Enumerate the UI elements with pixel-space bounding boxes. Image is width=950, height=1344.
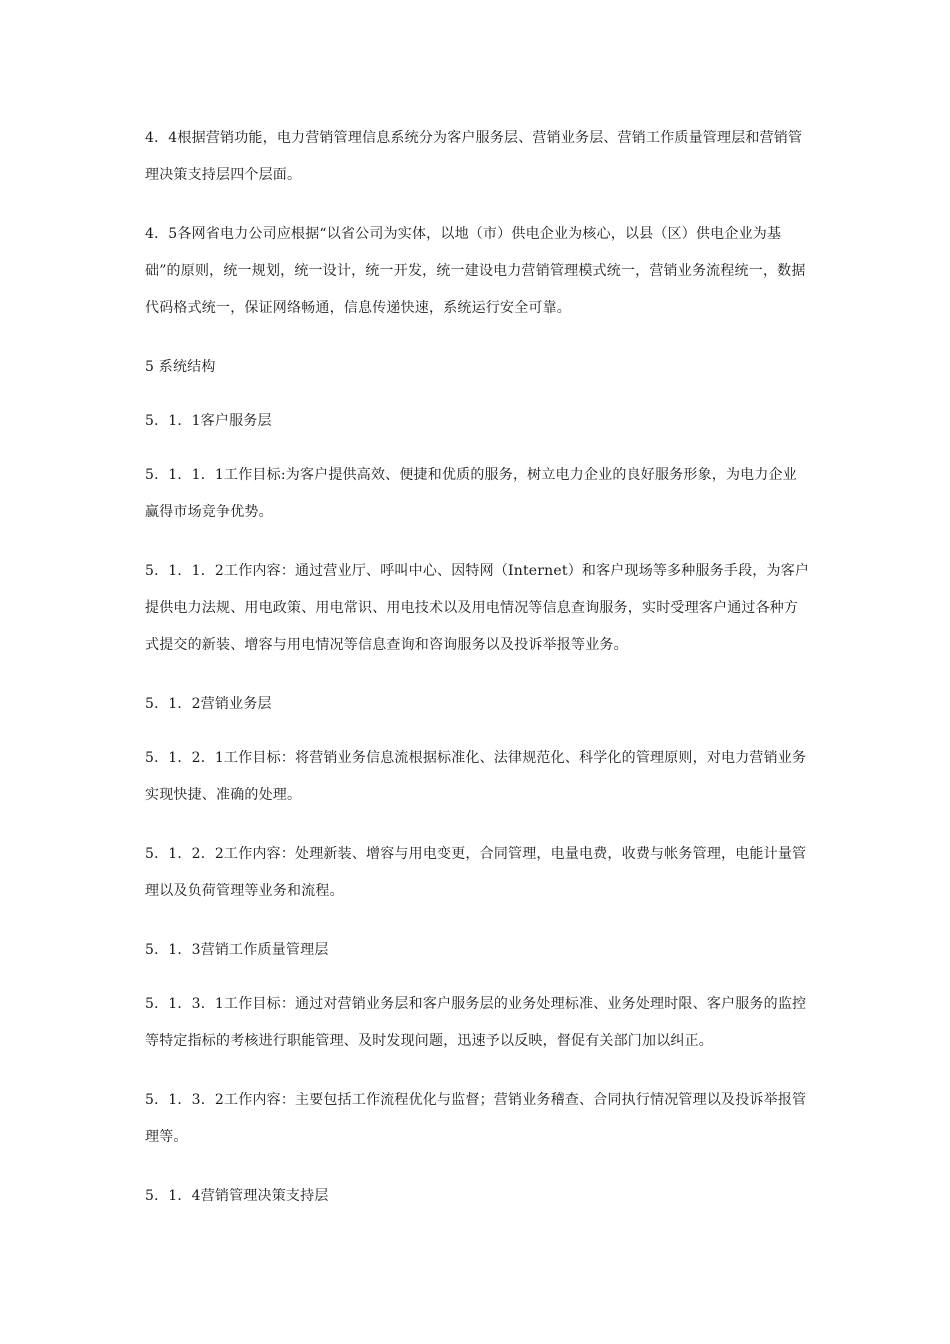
paragraph-5-1-2-1: 5．1．2．1工作目标：将营销业务信息流根据标准化、法律规范化、科学化的管理原则，对电力营销业务实现快捷、准确的处理。 bbox=[145, 750, 807, 803]
subsection-heading-5-1-4: 5．1．4营销管理决策支持层 bbox=[145, 1188, 329, 1204]
subsection-heading-5-1-3: 5．1．3营销工作质量管理层 bbox=[145, 942, 329, 958]
paragraph-5-1-3-1: 5．1．3．1工作目标：通过对营销业务层和客户服务层的业务处理标准、业务处理时限、客户服务的监控等特定指标的考核进行职能管理、及时发现问题，迅速予以反映，督促有关部门加以纠正。 bbox=[145, 996, 807, 1049]
subsection-heading-5-1-1: 5．1．1客户服务层 bbox=[145, 413, 272, 429]
subsection-heading-5-1-2: 5．1．2营销业务层 bbox=[145, 696, 272, 712]
paragraph-5-1-2-2: 5．1．2．2工作内容：处理新装、增容与用电变更，合同管理，电量电费，收费与帐务管理，电能计量管理以及负荷管理等业务和流程。 bbox=[145, 846, 807, 899]
section-heading-5: 5 系统结构 bbox=[145, 359, 216, 375]
paragraph-5-1-3-2: 5．1．3．2工作内容：主要包括工作流程优化与监督；营销业务稽查、合同执行情况管理以及投诉举报管理等。 bbox=[145, 1092, 807, 1145]
paragraph-4-5: 4．5各网省电力公司应根据“以省公司为实体，以地（市）供电企业为核心，以县（区）供电企业为基础”的原则，统一规划，统一设计，统一开发，统一建设电力营销管理模式统一，营销业务流程统一，数据代码格式统一，保证网络畅通，信息传递快速，系统运行安全可靠。 bbox=[145, 226, 806, 316]
paragraph-5-1-1-2: 5．1．1．2工作内容：通过营业厅、呼叫中心、因特网（Internet）和客户现场等多种服务手段，为客户提供电力法规、用电政策、用电常识、用电技术以及用电情况等信息查询服务，实时受理客户通过各种方式提交的新装、增容与用电情况等信息查询和咨询服务以及投诉举报等业务。 bbox=[145, 563, 810, 653]
paragraph-4-4: 4．4根据营销功能，电力营销管理信息系统分为客户服务层、营销业务层、营销工作质量管理层和营销管理决策支持层四个层面。 bbox=[145, 130, 803, 183]
paragraph-5-1-1-1: 5．1．1．1工作目标:为客户提供高效、便捷和优质的服务，树立电力企业的良好服务形象，为电力企业赢得市场竞争优势。 bbox=[145, 467, 797, 520]
